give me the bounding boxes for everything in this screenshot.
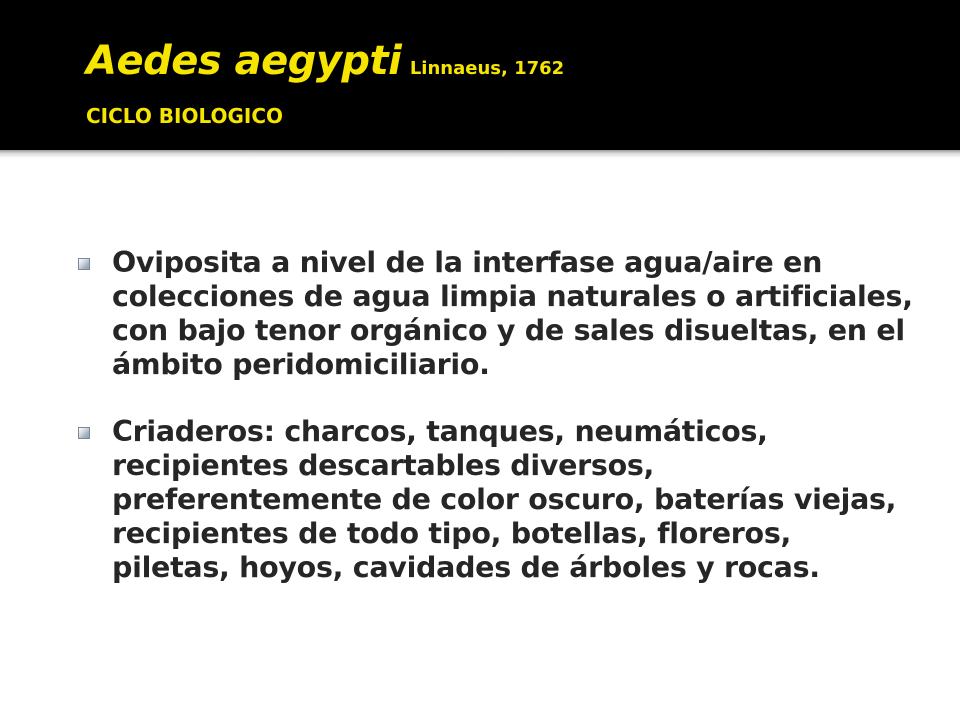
species-author: Linnaeus, 1762 <box>409 58 565 79</box>
species-name: Aedes aegypti <box>86 38 402 84</box>
bullet-text-breeding-sites: Criaderos: charcos, tanques, neumáticos, recipientes descartables diversos, preferentemente de color oscuro, baterías viejas, recipientes de todo tipo, botellas, floreros, piletas, hoyos, cavidades de árboles y rocas. <box>112 415 897 584</box>
square-bullet-icon <box>78 258 90 270</box>
bullet-text-oviposition: Oviposita a nivel de la interfase agua/aire en colecciones de agua limpia naturales o artificiales, con bajo tenor orgánico y de sales disueltas, en el ámbito peridomiciliario. <box>112 246 913 381</box>
square-bullet-icon <box>78 427 90 439</box>
bullet-item-breeding-sites <box>78 415 918 585</box>
slide-subtitle: CICLO BIOLOGICO <box>86 104 284 128</box>
bullet-item-oviposition <box>78 246 918 382</box>
